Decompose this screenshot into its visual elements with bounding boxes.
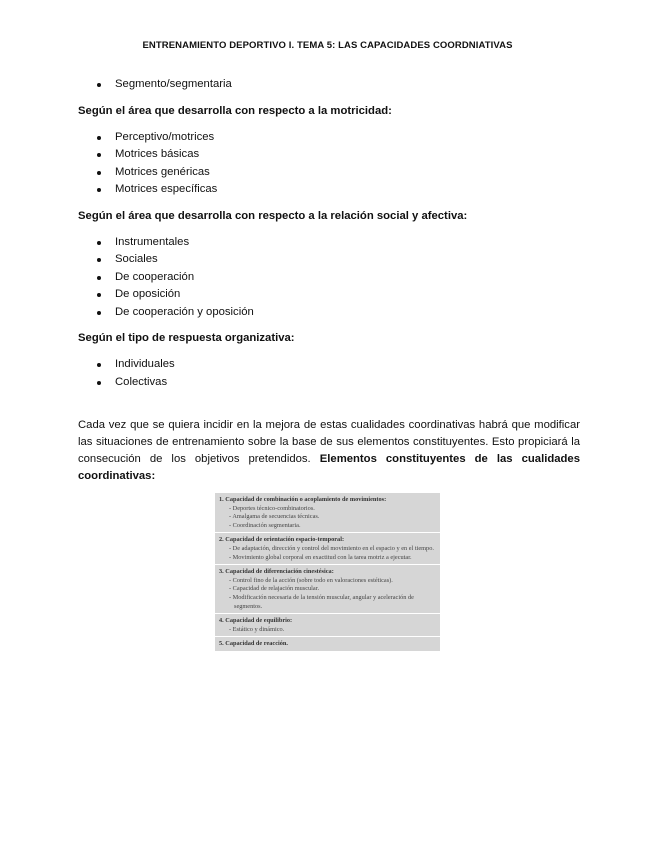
body-paragraph <box>78 417 580 485</box>
figure-item: - De adaptación, dirección y control del movimiento en el espacio y en el tiempo. <box>229 544 434 552</box>
list-item: Motrices genéricas <box>78 164 580 182</box>
list-item: Colectivas <box>78 374 580 392</box>
figure-section <box>215 533 440 565</box>
list-item: Motrices básicas <box>78 146 580 164</box>
figure-section <box>215 637 440 651</box>
figure-section-title: 5. Capacidad de reacción. <box>219 640 288 648</box>
intro-list <box>78 76 580 94</box>
list-item: Sociales <box>78 251 580 269</box>
figure-section-title: 3. Capacidad de diferenciación cinestésica: <box>219 568 334 576</box>
figure-section-title: 2. Capacidad de orientación espacio-temporal: <box>219 536 345 544</box>
paragraph-text: Cada vez que se quiera incidir en la mejora de estas cualidades coordinativas habrá que modificar las situaciones de entrenamiento sobre la base de sus elementos constituyentes. Esto propiciará la consecución de los objetivos pretendidos. <box>78 419 580 465</box>
figure-section-title: 1. Capacidad de combinación o acoplamiento de movimientos: <box>219 496 387 503</box>
list-item: De oposición <box>78 286 580 304</box>
organizativa-list <box>78 356 580 391</box>
social-list <box>78 234 580 322</box>
figure-item: - Modificación necesaria de la tensión muscular, angular y aceleración de segmentos. <box>229 593 414 610</box>
list-item: De cooperación <box>78 269 580 287</box>
section-heading-motricidad: Según el área que desarrolla con respecto a la motricidad: <box>78 104 392 117</box>
figure-item: - Amalgama de secuencias técnicas. <box>229 513 320 521</box>
figure-item: - Deportes técnico-combinatorios. <box>229 504 315 512</box>
capacities-figure <box>215 493 440 651</box>
list-item: Segmento/segmentaria <box>78 76 580 94</box>
figure-item: - Capacidad de relajación muscular. <box>229 585 320 593</box>
figure-section-title: 4. Capacidad de equilibrio: <box>219 617 293 625</box>
list-item: Instrumentales <box>78 234 580 252</box>
list-item: Motrices específicas <box>78 181 580 199</box>
list-item: Perceptivo/motrices <box>78 129 580 147</box>
figure-item: - Control fino de la acción (sobre todo en valoraciones estéticas). <box>229 576 393 584</box>
figure-item: - Estático y dinámico. <box>229 625 285 633</box>
figure-section <box>215 614 440 637</box>
section-heading-organizativa: Según el tipo de respuesta organizativa: <box>78 332 295 344</box>
list-item: Individuales <box>78 356 580 374</box>
list-item: De cooperación y oposición <box>78 304 580 322</box>
figure-section <box>215 493 440 533</box>
section-heading-social: Según el área que desarrolla con respecto a la relación social y afectiva: <box>78 209 468 222</box>
paragraph-bold-text: Elementos constituyentes de las cualidades coordinativas: <box>78 453 580 482</box>
figure-section <box>215 565 440 614</box>
document-body <box>78 76 580 496</box>
figure-item: - Coordinación segmentaria. <box>229 521 301 529</box>
motricidad-list <box>78 129 580 199</box>
figure-item: - Movimiento global corporal en exactitud con la tarea motriz a ejecutar. <box>229 553 412 561</box>
page-header: ENTRENAMIENTO DEPORTIVO I. TEMA 5: LAS CAPACIDADES COORDNIATIVAS <box>142 40 513 51</box>
